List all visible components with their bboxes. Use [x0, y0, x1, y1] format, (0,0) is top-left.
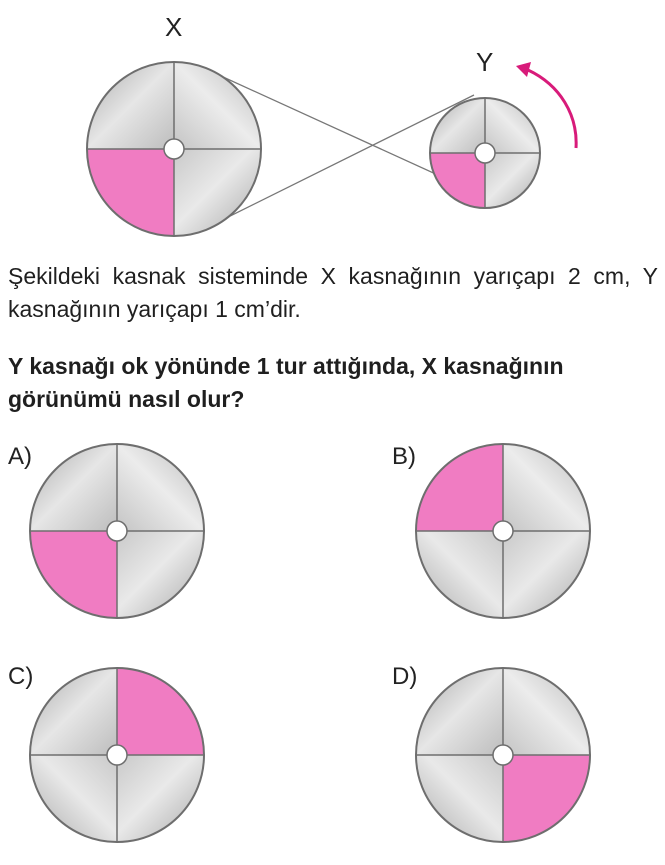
option-d-quadrant-top-right — [503, 668, 590, 755]
pulley-x-quadrant-top-left — [87, 62, 174, 149]
pulley-x-label: X — [165, 12, 183, 42]
option-b-quadrant-bottom-right — [503, 531, 590, 618]
pulley-x — [87, 62, 261, 236]
option-b-quadrant-top-right — [503, 444, 590, 531]
option-a-quadrant-bottom-left — [30, 531, 117, 618]
option-c-quadrant-bottom-right — [117, 755, 204, 842]
option-b-hub — [493, 521, 513, 541]
option-b-quadrant-top-left — [416, 444, 503, 531]
pulley-y-label: Y — [476, 47, 494, 77]
option-d-pulley[interactable] — [413, 665, 593, 845]
option-d-quadrant-bottom-right — [503, 755, 590, 842]
pulley-x-quadrant-top-right — [174, 62, 261, 149]
option-a-label[interactable]: A) — [8, 443, 32, 470]
pulley-x-quadrant-bottom-right — [174, 149, 261, 236]
pulley-y-hub — [475, 143, 495, 163]
option-a-quadrant-top-left — [30, 444, 117, 531]
option-d-quadrant-bottom-left — [416, 755, 503, 842]
option-b-label[interactable]: B) — [392, 443, 416, 470]
option-b-quadrant-bottom-left — [416, 531, 503, 618]
option-a-pulley[interactable] — [27, 441, 207, 621]
pulley-system-diagram — [0, 0, 665, 240]
question-text: Şekildeki kasnak sisteminde X kasnağının yarıçapı 2 cm, Y kasnağının yarıçapı 1 cm’dir. — [8, 263, 658, 322]
option-c-quadrant-bottom-left — [30, 755, 117, 842]
option-c-quadrant-top-right — [117, 668, 204, 755]
rotation-arrow-head — [516, 62, 531, 77]
pulley-x-hub — [164, 139, 184, 159]
pulley-y — [430, 98, 540, 208]
question-prompt: Y kasnağı ok yönünde 1 tur attığında, X kasnağının görünümü nasıl olur? — [8, 353, 564, 412]
option-c-hub — [107, 745, 127, 765]
option-b-pulley[interactable] — [413, 441, 593, 621]
pulley-x-quadrant-bottom-left — [87, 149, 174, 236]
option-c-label[interactable]: C) — [8, 663, 34, 690]
option-a-hub — [107, 521, 127, 541]
option-c-pulley[interactable] — [27, 665, 207, 845]
option-d-label[interactable]: D) — [392, 663, 418, 690]
option-a-quadrant-top-right — [117, 444, 204, 531]
option-a-quadrant-bottom-right — [117, 531, 204, 618]
option-c-quadrant-top-left — [30, 668, 117, 755]
option-d-hub — [493, 745, 513, 765]
option-d-quadrant-top-left — [416, 668, 503, 755]
